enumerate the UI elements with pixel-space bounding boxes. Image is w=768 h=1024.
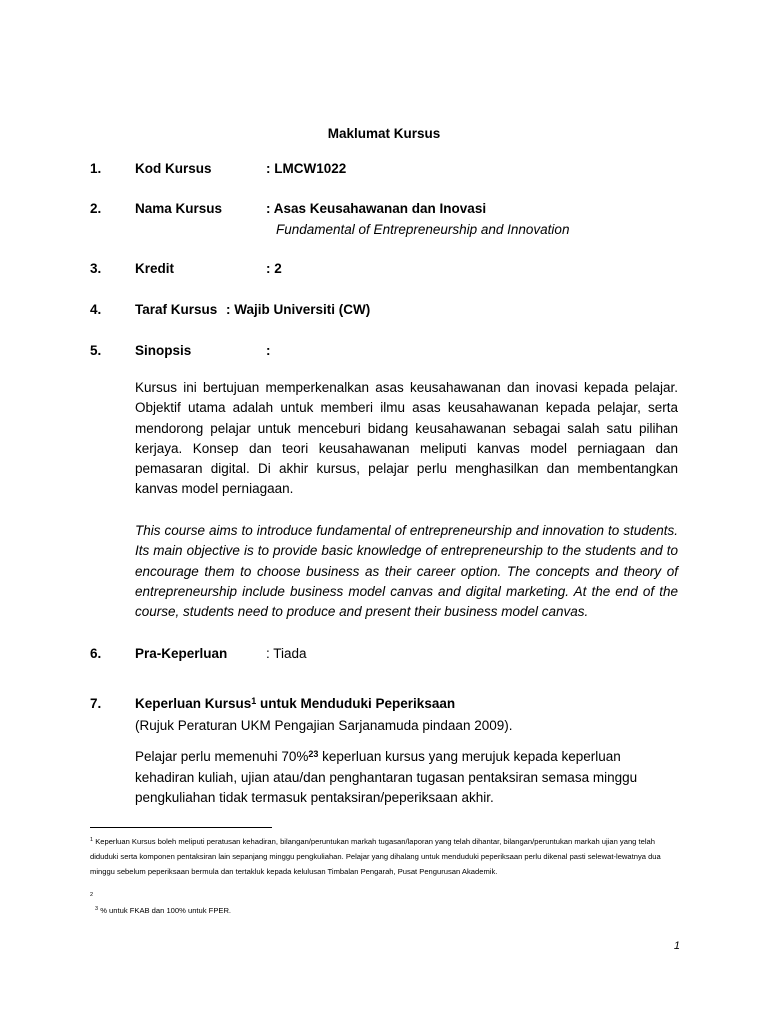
- section-7-title-end: untuk Menduduki Peperiksaan: [256, 696, 456, 711]
- footnote-ref-23: 23: [308, 749, 319, 759]
- label-taraf-kursus: Taraf Kursus: [135, 302, 218, 317]
- section-7-para-start: Pelajar perlu memenuhi 70%: [135, 749, 309, 764]
- section-7-para-end: keperluan kursus yang merujuk kepada keperluan kehadiran kuliah, ujian atau/dan penghantaran tugasan pentaksiran semasa minggu pengkuliahan tidak termasuk pentaksiran/peperiksaan akhir.: [135, 749, 638, 805]
- label-sinopsis: Sinopsis: [135, 343, 192, 358]
- item-number-taraf: 4.: [90, 302, 102, 317]
- section-7-paragraph: [135, 747, 665, 809]
- footnote-2-mark: 2: [90, 892, 94, 898]
- value-kredit: : 2: [266, 261, 282, 276]
- section-7-title: [135, 696, 455, 711]
- footnote-3-mark: 3: [95, 906, 99, 912]
- item-number-sinopsis: 5.: [90, 343, 102, 358]
- item-number-prakeperluan: 6.: [90, 646, 102, 661]
- value-taraf-kursus: : Wajib Universiti (CW): [226, 302, 371, 317]
- page-number: 1: [673, 940, 680, 952]
- item-number-keperluan: 7.: [90, 696, 102, 711]
- value-sinopsis: :: [266, 343, 271, 358]
- label-nama-kursus: Nama Kursus: [135, 201, 223, 216]
- section-7-reference: (Rujuk Peraturan UKM Pengajian Sarjanamuda pindaan 2009).: [135, 718, 513, 733]
- label-kod-kursus: Kod Kursus: [135, 161, 212, 176]
- value-pra-keperluan: : Tiada: [266, 646, 307, 661]
- label-pra-keperluan: Pra-Keperluan: [135, 646, 228, 661]
- item-number-nama: 2.: [90, 201, 102, 216]
- footnote-3: [95, 903, 231, 918]
- item-number-kod: 1.: [90, 161, 102, 176]
- footnote-1-mark: 1: [90, 837, 94, 843]
- footnote-1-text: Keperluan Kursus boleh meliputi peratusan kehadiran, bilangan/peruntukan markah tugasan/laporan yang telah dihantar, bilangan/peruntukan markah ujian yang telah diduduki serta komponen pentaksiran lain sepanjang minggu pengkuliahan. Pelajar yang dihalang untuk menduduki peperiksaan perlu dikenal pasti selewat-lewatnya dua minggu sebelum peperiksaan bermula dan tertakluk kepada kelulusan Timbalan Pengarah, Pusat Pengurusan Akademik.: [90, 837, 661, 876]
- label-kredit: Kredit: [135, 261, 175, 276]
- item-number-kredit: 3.: [90, 261, 102, 276]
- value-nama-kursus: : Asas Keusahawanan dan Inovasi: [266, 201, 487, 216]
- footnote-1: [90, 834, 680, 879]
- footnote-divider: [90, 827, 272, 828]
- synopsis-malay: Kursus ini bertujuan memperkenalkan asas keusahawanan dan inovasi kepada pelajar. Objektif utama adalah untuk memberi ilmu asas keusahawanan kepada pelajar, serta mendorong pelajar untuk menceburi bidang keusahawanan sebagai salah satu pilihan kerjaya. Konsep dan teori keusahawanan meliputi kanvas model perniagaan dan pemasaran digital. Di akhir kursus, pelajar perlu menghasilkan dan membentangkan kanvas model perniagaan.: [135, 380, 678, 497]
- synopsis-english: This course aims to introduce fundamental of entrepreneurship and innovation to students. Its main objective is to provide basic knowledge of entrepreneurship to the students and to encourage them to choose business as their career option. The concepts and theory of entrepreneurship include business model canvas and digital marketing. At the end of the course, students need to produce and present their business model canvas.: [135, 523, 678, 620]
- section-7-title-start: Keperluan Kursus: [135, 696, 252, 711]
- document-title: Maklumat Kursus: [327, 126, 441, 141]
- footnote-3-text: % untuk FKAB dan 100% untuk FPER.: [100, 906, 232, 915]
- value-kod-kursus: : LMCW1022: [266, 161, 347, 176]
- footnote-ref-1: 1: [251, 696, 257, 706]
- course-name-english: Fundamental of Entrepreneurship and Innovation: [276, 222, 570, 237]
